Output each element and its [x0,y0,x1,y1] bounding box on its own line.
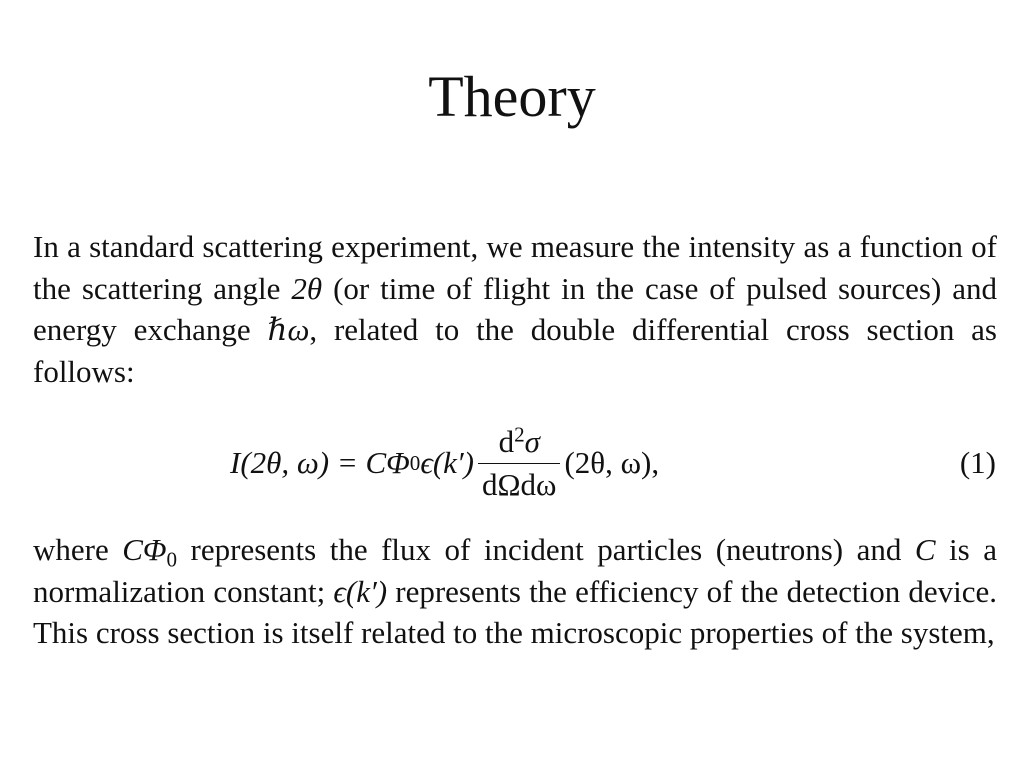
efficiency-term: ϵ(k′) [420,445,475,480]
intro-text-b: (or time of flight in the case of pulsed sources) and energy exchange [33,270,997,347]
constant-symbol: C [914,532,936,567]
fraction-numerator [495,423,544,463]
explanation-text-a: where [33,532,123,567]
flux-subscript: 0 [166,547,178,572]
intro-text-a: In a standard scattering experiment, we measure the intensity as a function of the scattering angle [33,229,997,306]
equation-lhs: I(2θ, ω) = CΦ [230,445,410,480]
intro-text-c: , related to the double differential cross section as follows: [33,312,997,389]
explanation-text-d: represents the efficiency of the detection device. This cross section is itself related to the microscopic properties of the system, [33,573,998,650]
numerator-sigma: σ [524,423,540,459]
explanation-text-b: represents the flux of incident particles (neutrons) and [177,532,915,567]
numerator-exponent: 2 [514,421,525,446]
explanation-paragraph [33,529,997,654]
equation-number: (1) [959,445,996,480]
scattering-angle-symbol: 2θ [291,270,323,306]
numerator-d: d [498,423,515,459]
efficiency-symbol: ϵ(k′) [333,573,388,609]
equation-rhs: (2θ, ω), [564,445,660,480]
energy-exchange-symbol: ℏω [267,312,310,347]
equation-row [0,415,1024,511]
flux-symbol: CΦ [122,532,167,567]
intro-paragraph [33,226,997,392]
slide-title: Theory [428,64,596,129]
intensity-equation: I(2θ, ω) = CΦ 0 ϵ(k′) $\frac{d^2\sigma}{\text{dΩdω}}$ (2θ, ω), [230,421,660,502]
cross-section-fraction [478,423,560,504]
explanation-text-c: is a normalization constant; [33,532,997,609]
fraction-denominator: dΩdω [482,466,557,502]
